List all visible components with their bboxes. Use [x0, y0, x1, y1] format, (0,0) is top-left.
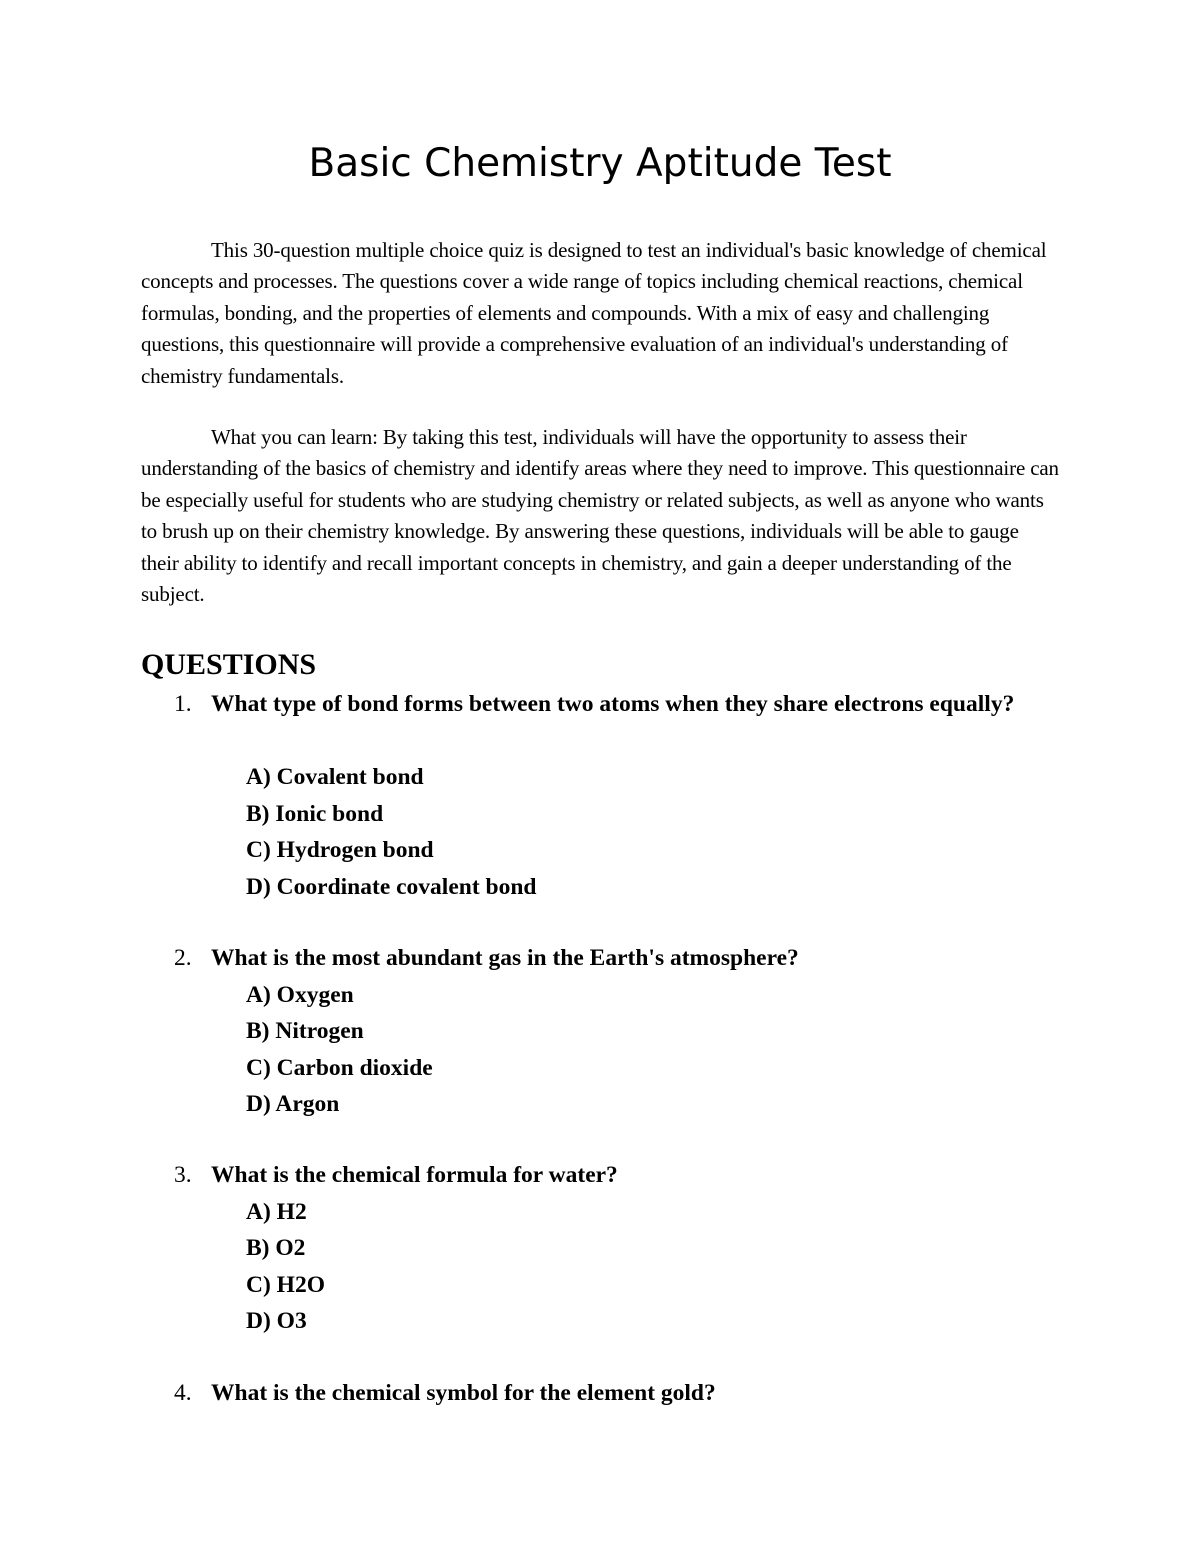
answer-option: A) H2	[246, 1198, 307, 1225]
answer-option: C) Hydrogen bond	[246, 837, 434, 863]
question-number: 1.	[174, 691, 192, 717]
question-text: What is the chemical formula for water?	[211, 1162, 618, 1188]
answer-option: D) Argon	[246, 1091, 340, 1117]
question-number: 3.	[174, 1162, 192, 1188]
answer-option: A) Oxygen	[246, 981, 354, 1008]
answer-options	[246, 977, 433, 1123]
answer-options	[246, 759, 537, 905]
question-number: 4.	[174, 1380, 192, 1406]
intro-paragraph-description: This 30-question multiple choice quiz is designed to test an individual's basic knowledge of chemical concepts and processes. The questions cover a wide range of topics including chemical reactions, chemical formulas, bonding, and the properties of elements and compounds. With a mix of easy and challenging questions, this questionnaire will provide a comprehensive evaluation of an individual's understanding of chemistry fundamentals.	[141, 238, 1047, 388]
answer-option: D) O3	[246, 1308, 307, 1334]
answer-options	[246, 1194, 325, 1340]
questions-heading: QUESTIONS	[141, 648, 317, 681]
document-title: Basic Chemistry Aptitude Test	[308, 141, 892, 186]
answer-option: C) H2O	[246, 1271, 325, 1298]
question-text: What type of bond forms between two atoms when they share electrons equally?	[211, 691, 1015, 717]
answer-option: B) Ionic bond	[246, 800, 384, 827]
question-text: What is the most abundant gas in the Earth's atmosphere?	[211, 945, 799, 971]
intro-paragraph-what-you-can-learn: What you can learn: By taking this test, individuals will have the opportunity to assess their understanding of the basics of chemistry and identify areas where they need to improve. This questionnaire can be especially useful for students who are studying chemistry or related subjects, as well as anyone who wants to brush up on their chemistry knowledge. By answering these questions, individuals will be able to gauge their ability to identify and recall important concepts in chemistry, and gain a deeper understanding of the subject.	[141, 425, 1059, 607]
answer-option: C) Carbon dioxide	[246, 1054, 433, 1081]
question-number: 2.	[174, 945, 192, 971]
question-text: What is the chemical symbol for the element gold?	[211, 1380, 716, 1406]
answer-option: A) Covalent bond	[246, 764, 424, 790]
answer-option: D) Coordinate covalent bond	[246, 873, 537, 900]
answer-option: B) O2	[246, 1235, 306, 1261]
answer-option: B) Nitrogen	[246, 1018, 364, 1044]
